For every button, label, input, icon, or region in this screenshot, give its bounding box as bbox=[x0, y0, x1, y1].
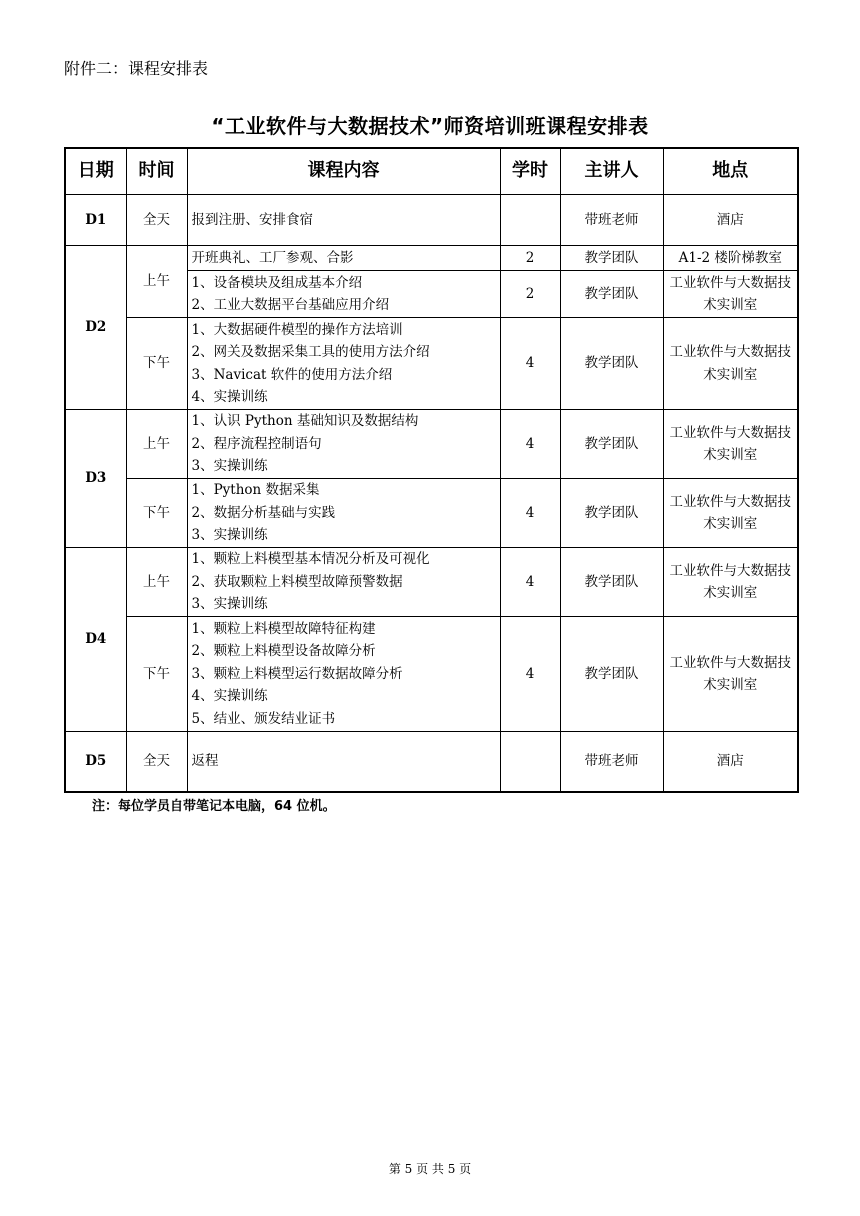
content-line: 2、获取颗粒上料模型故障预警数据 bbox=[191, 573, 403, 590]
content-line: 1、认识 Python 基础知识及数据结构 bbox=[191, 413, 419, 430]
content-line: 返程 bbox=[191, 753, 219, 769]
content-line: 2、网关及数据采集工具的使用方法介绍 bbox=[191, 344, 430, 360]
table-row bbox=[65, 410, 798, 479]
location-cell: 酒店 bbox=[663, 195, 798, 246]
table-row bbox=[65, 318, 798, 410]
location-cell: A1-2 楼阶梯教室 bbox=[663, 246, 798, 271]
table-row bbox=[65, 617, 798, 732]
header-date: 日期 bbox=[65, 148, 126, 195]
lecturer-cell: 教学团队 bbox=[560, 617, 663, 732]
time-cell: 上午 bbox=[126, 548, 187, 617]
table-row bbox=[65, 548, 798, 617]
content-cell bbox=[187, 271, 500, 318]
location-cell: 工业软件与大数据技术实训室 bbox=[663, 410, 798, 479]
content-line: 3、实操训练 bbox=[191, 458, 268, 475]
day-cell: D5 bbox=[65, 732, 126, 792]
page-number: 第 5 页 共 5 页 bbox=[388, 1162, 472, 1176]
content-line: 3、Navicat 软件的使用方法介绍 bbox=[191, 366, 393, 383]
hours-cell: 4 bbox=[500, 410, 560, 479]
schedule-table bbox=[64, 147, 799, 793]
table-row bbox=[65, 479, 798, 548]
lecturer-cell: 教学团队 bbox=[560, 318, 663, 410]
time-cell: 全天 bbox=[126, 195, 187, 246]
table-header-row bbox=[65, 148, 798, 195]
content-cell bbox=[187, 479, 500, 548]
lecturer-cell: 教学团队 bbox=[560, 246, 663, 271]
header-content: 课程内容 bbox=[187, 148, 500, 195]
location-cell: 工业软件与大数据技术实训室 bbox=[663, 479, 798, 548]
day-cell: D3 bbox=[65, 410, 126, 548]
hours-cell: 4 bbox=[500, 617, 560, 732]
lecturer-cell: 带班老师 bbox=[560, 732, 663, 792]
footnote: 注：每位学员自带笔记本电脑，64 位机。 bbox=[92, 799, 336, 814]
content-cell bbox=[187, 318, 500, 410]
time-cell: 下午 bbox=[126, 479, 187, 548]
content-line: 2、颗粒上料模型设备故障分析 bbox=[191, 643, 376, 660]
location-cell: 工业软件与大数据技术实训室 bbox=[663, 318, 798, 410]
lecturer-cell: 教学团队 bbox=[560, 271, 663, 318]
content-cell bbox=[187, 410, 500, 479]
content-cell bbox=[187, 732, 500, 792]
content-line: 4、实操训练 bbox=[191, 688, 268, 705]
hours-cell: 2 bbox=[500, 246, 560, 271]
content-line: 2、程序流程控制语句 bbox=[191, 435, 322, 452]
time-cell: 全天 bbox=[126, 732, 187, 792]
lecturer-cell: 教学团队 bbox=[560, 479, 663, 548]
day-cell: D1 bbox=[65, 195, 126, 246]
attachment-label: 附件二：课程安排表 bbox=[64, 59, 209, 78]
hours-cell: 4 bbox=[500, 318, 560, 410]
content-cell bbox=[187, 246, 500, 271]
content-line: 5、结业、颁发结业证书 bbox=[191, 710, 336, 727]
hours-cell: 4 bbox=[500, 548, 560, 617]
hours-cell: 2 bbox=[500, 271, 560, 318]
content-line: 2、工业大数据平台基础应用介绍 bbox=[191, 297, 390, 313]
content-line: 2、数据分析基础与实践 bbox=[191, 504, 336, 521]
document-title: “工业软件与大数据技术”师资培训班课程安排表 bbox=[211, 114, 649, 138]
header-hours: 学时 bbox=[500, 148, 560, 195]
table-row bbox=[65, 246, 798, 271]
day-cell: D2 bbox=[65, 246, 126, 410]
table-row bbox=[65, 732, 798, 792]
content-line: 1、颗粒上料模型故障特征构建 bbox=[191, 620, 376, 637]
location-cell: 工业软件与大数据技术实训室 bbox=[663, 548, 798, 617]
lecturer-cell: 教学团队 bbox=[560, 410, 663, 479]
day-cell: D4 bbox=[65, 548, 126, 732]
content-line: 3、实操训练 bbox=[191, 527, 268, 544]
time-cell: 上午 bbox=[126, 410, 187, 479]
content-line: 3、颗粒上料模型运行数据故障分析 bbox=[191, 665, 403, 682]
time-cell: 下午 bbox=[126, 617, 187, 732]
lecturer-cell: 带班老师 bbox=[560, 195, 663, 246]
content-line: 1、颗粒上料模型基本情况分析及可视化 bbox=[191, 551, 430, 568]
content-line: 报到注册、安排食宿 bbox=[191, 211, 313, 228]
content-line: 1、设备模块及组成基本介绍 bbox=[191, 274, 363, 291]
hours-cell: 4 bbox=[500, 479, 560, 548]
time-cell: 下午 bbox=[126, 318, 187, 410]
header-lecturer: 主讲人 bbox=[560, 148, 663, 195]
time-cell: 上午 bbox=[126, 246, 187, 318]
location-cell: 工业软件与大数据技术实训室 bbox=[663, 271, 798, 318]
content-line: 1、Python 数据采集 bbox=[191, 482, 320, 499]
content-line: 4、实操训练 bbox=[191, 389, 268, 405]
location-cell: 酒店 bbox=[663, 732, 798, 792]
hours-cell bbox=[500, 195, 560, 246]
content-line: 开班典礼、工厂参观、合影 bbox=[191, 249, 354, 266]
content-cell bbox=[187, 617, 500, 732]
content-cell bbox=[187, 548, 500, 617]
header-time: 时间 bbox=[126, 148, 187, 195]
content-line: 1、大数据硬件模型的操作方法培训 bbox=[191, 321, 403, 338]
location-cell: 工业软件与大数据技术实训室 bbox=[663, 617, 798, 732]
header-location: 地点 bbox=[663, 148, 798, 195]
lecturer-cell: 教学团队 bbox=[560, 548, 663, 617]
hours-cell bbox=[500, 732, 560, 792]
table-row bbox=[65, 195, 798, 246]
content-line: 3、实操训练 bbox=[191, 596, 268, 613]
content-cell bbox=[187, 195, 500, 246]
